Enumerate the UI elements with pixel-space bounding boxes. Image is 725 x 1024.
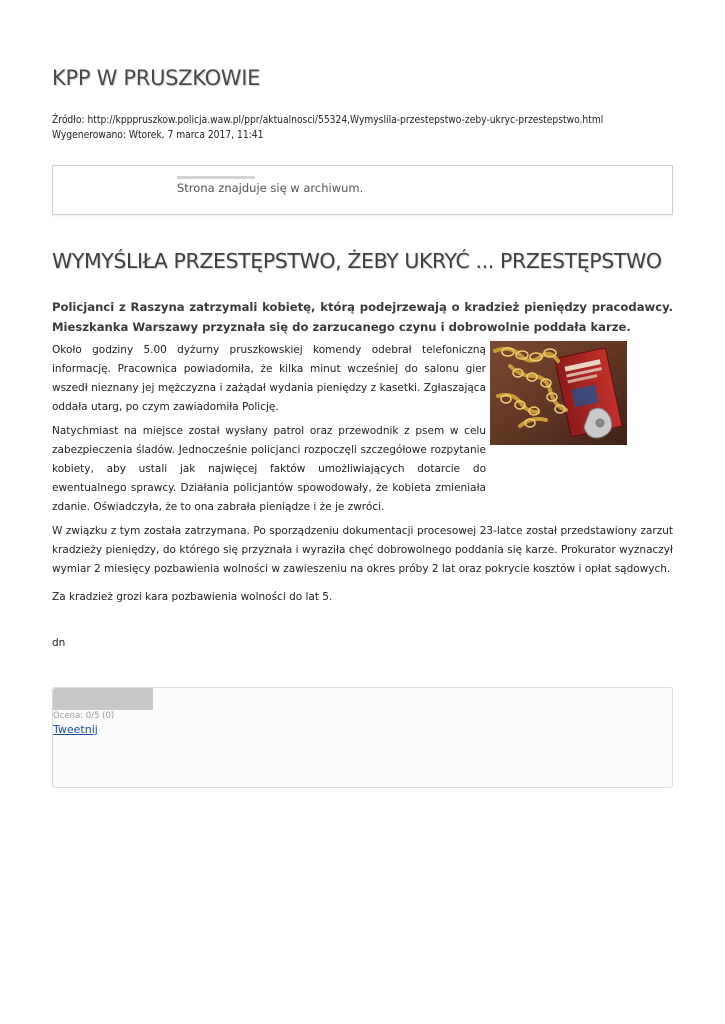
article-photo-handcuffs-and-code-book [490, 341, 627, 445]
source-info [52, 114, 692, 143]
generated-date-line: Wygenerowano: Wtorek, 7 marca 2017, 11:41 [52, 129, 264, 141]
article-paragraph: Za kradzież grozi kara pozbawienia wolności do lat 5. [52, 591, 333, 603]
article-lead: Policjanci z Raszyna zatrzymali kobietę, którą podejrzewają o kradzież pieniędzy pracodawcy. Mieszkanka Warszawy przyznała się do zarzucanego czynu i dobrowolnie poddała karze. [52, 300, 673, 334]
archive-notice: Strona znajduje się w archiwum. [177, 181, 364, 195]
archive-bar [177, 176, 255, 179]
tweet-link[interactable]: Tweetnij [53, 723, 98, 736]
photo-illustration [490, 341, 627, 445]
rating-box [52, 687, 673, 788]
archive-notice-box [52, 165, 673, 215]
author-signature: dn [52, 637, 66, 649]
article-paragraph: Natychmiast na miejsce został wysłany patrol oraz przewodnik z psem w celu zabezpieczenia śladów. Jednocześnie policjanci rozpoczęli szczegółowe rozpytanie kobiety, aby ustali jak najwięcej faktów umożliwiających dotarcie do ewentualnego sprawcy. Działania policjantów spowodowały, że kobieta zmieniała zdanie. Oświadczyła, że to ona zabrała pieniądze i że je zwróci. [52, 425, 486, 513]
article-paragraph: W związku z tym została zatrzymana. Po sporządzeniu dokumentacji procesowej 23-latce został przedstawiony zarzut kradzieży pieniędzy, do którego się przyznała i wyraziła chęć dobrowolnego poddania się karze. Prokurator wyznaczył wymiar 2 miesięcy pozbawienia wolności w zawieszeniu na okres próby 2 lat oraz pokrycie kosztów i opłat sądowych. [52, 525, 673, 575]
article-paragraph: Około godziny 5.00 dyżurny pruszkowskiej komendy odebrał telefoniczną informację. Pracownica powiadomiła, że kilka minut wcześniej do salonu gier wszedł nieznany jej mężczyzna i zażądał wydania pieniędzy z kasetki. Zgłaszająca oddała utarg, po czym zawiadomiła Policję. [52, 344, 486, 413]
rating-bar[interactable] [53, 688, 153, 710]
article-title: WYMYŚLIŁA PRZESTĘPSTWO, ŻEBY UKRYĆ ... PRZESTĘPSTWO [52, 249, 662, 273]
rating-score: Ocena: 0/5 (0) [53, 711, 115, 721]
site-title: KPP W PRUSZKOWIE [52, 66, 261, 90]
source-url-line: Źródło: http://kpppruszkow.policja.waw.pl/ppr/aktualnosci/55324,Wymyslila-przestepstwo-zeby-ukryc-przestepstwo.html [52, 115, 604, 126]
